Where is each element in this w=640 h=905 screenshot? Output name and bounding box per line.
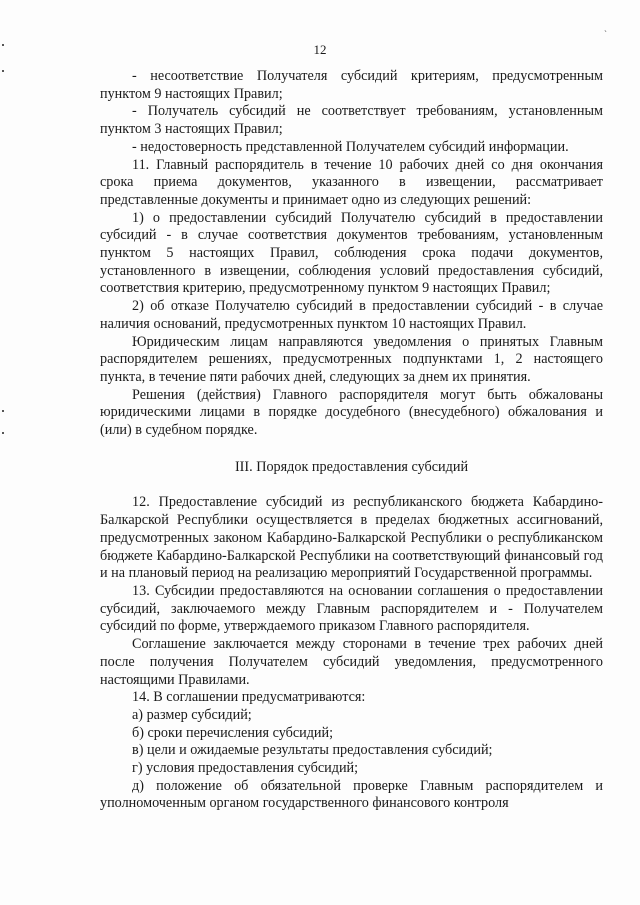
section-heading: III. Порядок предоставления субсидий [234,458,469,475]
paragraph: Соглашение заключается между сторонами в течение трех рабочих дней после получения Получателем субсидий уведомления, предусмотренного настоящими Правилами. [100,636,603,688]
paragraph: 13. Субсидии предоставляются на основании соглашения о предоставлении субсидий, заключаемого между Главным распорядителем и - Получателем субсидий по форме, утверждаемого приказом Главного распорядителя. [100,582,603,635]
paragraph: - Получатель субсидий не соответствует требованиям, установленным пунктом 3 настоящих Правил; [100,103,603,138]
paragraph: Юридическим лицам направляются уведомления о принятых Главным распорядителем решениях, предусмотренных подпунктами 1, 2 настоящего пункта, в течение пяти рабочих дней, следующих за днем их принятия. [100,333,603,385]
scan-edge-marks [0,0,10,905]
page-number: 12 [313,42,327,57]
paragraph: 1) о предоставлении субсидий Получателю субсидий в предоставлении субсидий - в случае соответствия документов требованиям, установленным пунктом 5 настоящих Правил, соблюдения срока подачи документов, установленного в извещении, соблюдения условий предоставления субсидий, соответствия критерию, предусмотренному пунктом 9 настоящих Правил; [100,209,603,297]
body-text [100,68,603,813]
paragraph: 11. Главный распорядитель в течение 10 рабочих дней со дня окончания срока приема документов, указанного в извещении, рассматривает представленные документы и принимает одно из следующих решений: [100,156,603,208]
paragraph: Решения (действия) Главного распорядителя могут быть обжалованы юридическими лицами в порядке досудебного (внесудебного) обжалования и (или) в судебном порядке. [100,386,603,439]
list-item: б) сроки перечисления субсидий; [132,724,334,741]
paragraph: - недостоверность представленной Получателем субсидий информации. [132,138,569,155]
paragraph: 2) об отказе Получателю субсидий в предоставлении субсидий - в случае наличия оснований, предусмотренных пунктом 10 настоящих Правил. [100,298,603,332]
paragraph: - несоответствие Получателя субсидий критериям, предусмотренным пунктом 9 настоящих Правил; [100,68,603,102]
list-item: а) размер субсидий; [132,706,252,723]
paragraph: 12. Предоставление субсидий из республиканского бюджета Кабардино-Балкарской Республики осуществляется в пределах бюджетных ассигнований, предусмотренных законом Кабардино-Балкарской Республики о республиканском бюджете Кабардино-Балкарской Республики на соответствующий финансовый год и на плановый период на реализацию мероприятий Государственной программы. [100,494,603,582]
scan-corner-mark: ˎ [604,22,607,32]
list-item: в) цели и ожидаемые результаты предоставления субсидий; [132,742,493,759]
list-item: д) положение об обязательной проверке Главным распорядителем и уполномоченным органом государственного финансового контроля [100,777,603,812]
paragraph: 14. В соглашении предусматриваются: [132,689,366,706]
list-item: г) условия предоставления субсидий; [132,760,359,777]
